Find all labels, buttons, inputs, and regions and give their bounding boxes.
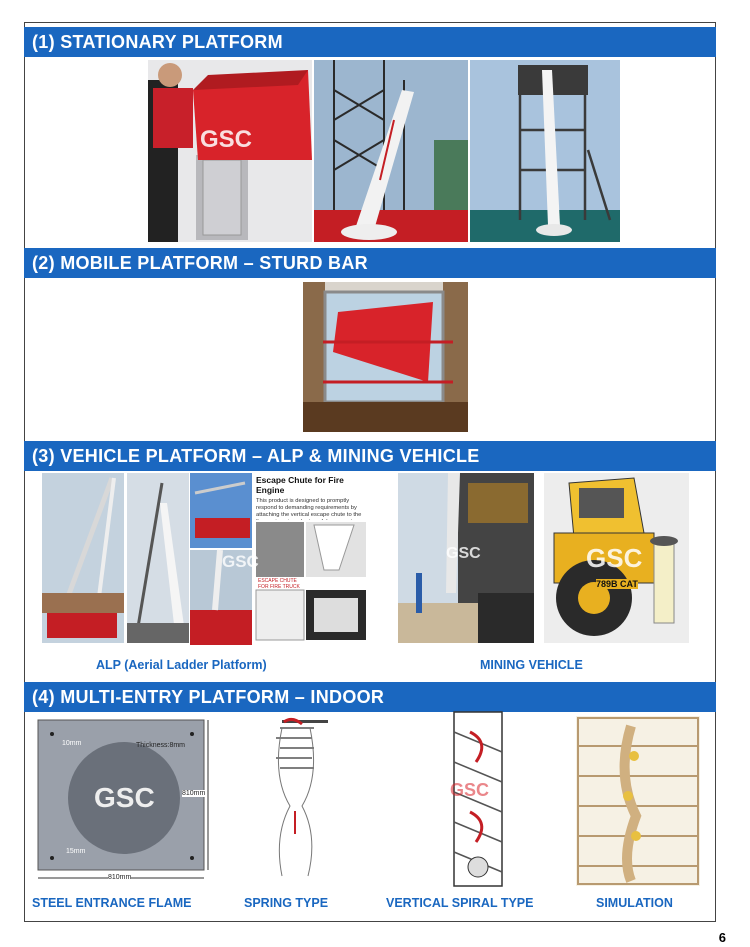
- photo-stationary-tower: [314, 60, 468, 242]
- photo-alp-truck: [190, 473, 252, 548]
- watermark-gsc: GSC: [200, 126, 253, 153]
- illustration-mining-truck: [544, 473, 689, 643]
- plate-dim-width: 810mm: [108, 874, 132, 881]
- diagram-spring-type: [262, 716, 332, 886]
- photo-sturd-bar: [303, 282, 468, 432]
- page-number: 6: [718, 930, 726, 945]
- photo-stationary-cover: [148, 60, 312, 242]
- photo-alp-ladder-1: [42, 473, 124, 643]
- photo-stationary-steel-tower: [470, 60, 620, 242]
- section-title-vehicle: (3) VEHICLE PLATFORM – ALP & MINING VEHICLE: [24, 441, 716, 471]
- watermark-gsc-plate: GSC: [94, 782, 155, 813]
- diagram-vertical-spiral: [446, 712, 510, 886]
- section-title-mobile: (2) MOBILE PLATFORM – STURD BAR: [24, 248, 716, 278]
- caption-mining: MINING VEHICLE: [480, 658, 583, 672]
- brochure-title: Escape Chute for Fire Engine: [256, 475, 344, 495]
- watermark-gsc-alp: GSC: [222, 552, 259, 571]
- brochure-caption: ESCAPE CHUTE FOR FIRE TRUCK: [258, 578, 300, 590]
- photo-steel-entrance-plate: [32, 716, 212, 886]
- diagram-simulation: [576, 716, 700, 886]
- photo-alp-ladder-2: [127, 473, 189, 643]
- plate-dim-corner-top: 10mm: [62, 740, 82, 747]
- caption-steel: STEEL ENTRANCE FLAME: [32, 896, 192, 910]
- section-title-multi-entry: (4) MULTI-ENTRY PLATFORM – INDOOR: [24, 682, 716, 712]
- watermark-gsc-mining: GSC: [446, 545, 481, 562]
- caption-simulation: SIMULATION: [596, 896, 673, 910]
- brochure-images: [254, 520, 368, 645]
- section-title-stationary: (1) STATIONARY PLATFORM: [24, 27, 716, 57]
- caption-spring: SPRING TYPE: [244, 896, 329, 910]
- photo-mining-chute: [398, 473, 534, 643]
- brochure-text: This product is designed to promptly respond to demanding requirements by attaching the vertical escape chute to the: [256, 498, 362, 518]
- caption-alp: ALP (Aerial Ladder Platform): [96, 658, 267, 672]
- plate-dim-corner-bottom: 15mm: [66, 848, 86, 855]
- caption-spiral: VERTICAL SPIRAL TYPE: [386, 896, 534, 910]
- plate-dim-height: 810mm: [182, 790, 206, 797]
- plate-thickness: Thickness:8mm: [136, 742, 186, 749]
- truck-plate: 789B CAT: [596, 579, 638, 589]
- watermark-gsc-truck: GSC: [586, 543, 643, 573]
- watermark-gsc-spiral: GSC: [450, 780, 490, 800]
